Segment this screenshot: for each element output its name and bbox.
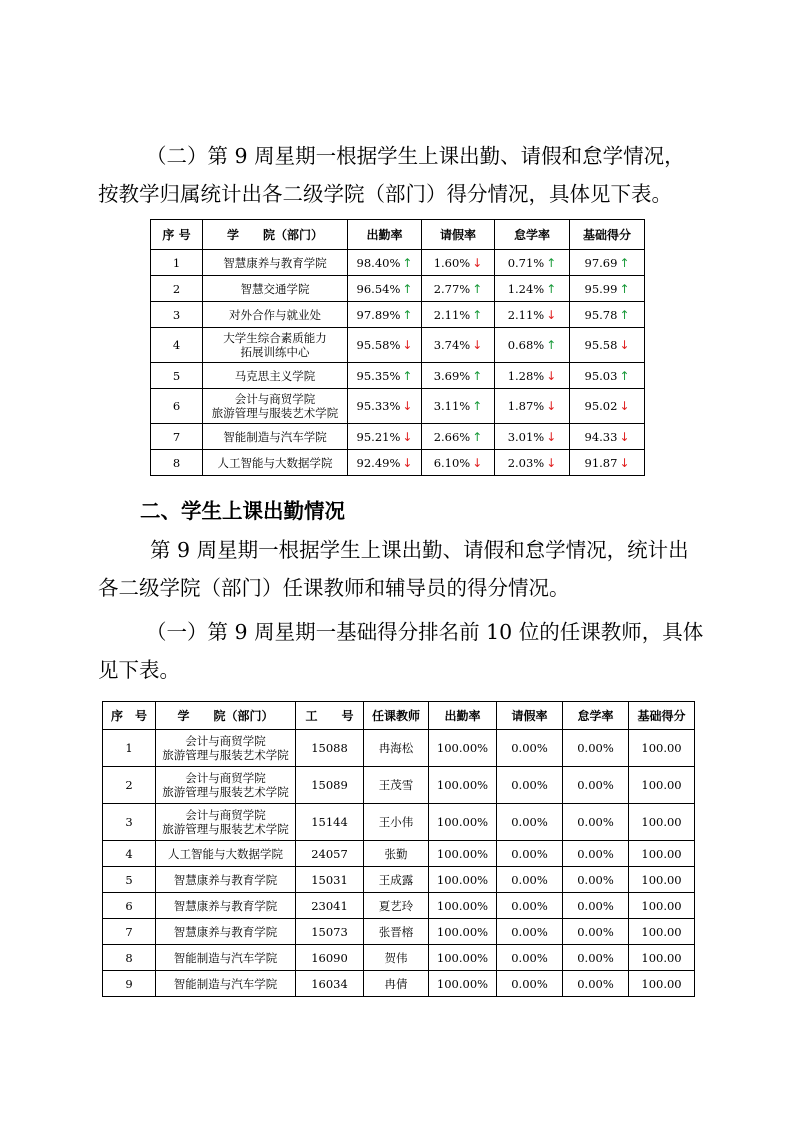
arrow-down-icon: ↓ bbox=[402, 455, 413, 470]
table-cell: 8 bbox=[103, 945, 156, 971]
table-cell: 95.78 ↑ bbox=[570, 302, 645, 328]
table-cell: 100.00 bbox=[629, 841, 695, 867]
arrow-down-icon: ↓ bbox=[472, 455, 483, 470]
table-cell: 1 bbox=[151, 250, 203, 276]
arrow-up-icon: ↑ bbox=[619, 307, 630, 322]
table-cell: 15031 bbox=[296, 867, 364, 893]
table-cell: 23041 bbox=[296, 893, 364, 919]
table-cell: 对外合作与就业处 bbox=[203, 302, 348, 328]
table-cell: 95.99 ↑ bbox=[570, 276, 645, 302]
table-row bbox=[103, 804, 695, 841]
table-cell: 0.00% bbox=[497, 730, 563, 767]
table-cell: 夏艺玲 bbox=[364, 893, 429, 919]
table-cell: 智慧康养与教育学院 bbox=[156, 893, 296, 919]
table-cell: 100.00 bbox=[629, 767, 695, 804]
table-cell: 100.00 bbox=[629, 893, 695, 919]
table-cell: 97.69 ↑ bbox=[570, 250, 645, 276]
table-cell: 4 bbox=[151, 328, 203, 363]
table-cell: 3.01% ↓ bbox=[495, 424, 570, 450]
table-cell: 0.00% bbox=[497, 893, 563, 919]
table-cell: 100.00 bbox=[629, 919, 695, 945]
arrow-down-icon: ↓ bbox=[546, 307, 557, 322]
table-cell: 3.11% ↑ bbox=[422, 389, 495, 424]
arrow-down-icon: ↓ bbox=[619, 455, 630, 470]
table-cell: 0.00% bbox=[563, 945, 629, 971]
table-cell: 94.33 ↓ bbox=[570, 424, 645, 450]
table-cell: 智慧康养与教育学院 bbox=[156, 919, 296, 945]
table-cell: 0.00% bbox=[563, 867, 629, 893]
table-cell: 95.58% ↓ bbox=[348, 328, 422, 363]
header-cell: 任课教师 bbox=[364, 702, 429, 730]
table-row bbox=[103, 841, 695, 867]
table-cell: 0.00% bbox=[497, 971, 563, 997]
table-cell: 15144 bbox=[296, 804, 364, 841]
table-cell: 100.00% bbox=[429, 945, 497, 971]
table-cell: 冉海松 bbox=[364, 730, 429, 767]
table-cell: 0.00% bbox=[563, 971, 629, 997]
table-cell: 0.00% bbox=[497, 841, 563, 867]
table-cell: 1.24% ↑ bbox=[495, 276, 570, 302]
table-cell: 王茂雪 bbox=[364, 767, 429, 804]
table-row bbox=[151, 424, 645, 450]
arrow-up-icon: ↑ bbox=[619, 281, 630, 296]
header-cell: 基础得分 bbox=[629, 702, 695, 730]
table-cell: 0.68% ↑ bbox=[495, 328, 570, 363]
college-score-table bbox=[150, 219, 645, 476]
teacher-score-table bbox=[102, 701, 695, 997]
table-row bbox=[103, 971, 695, 997]
table-cell: 92.49% ↓ bbox=[348, 450, 422, 476]
table-row bbox=[151, 389, 645, 424]
header-cell: 序 号 bbox=[151, 220, 203, 250]
table-cell: 0.00% bbox=[563, 730, 629, 767]
table-row bbox=[103, 730, 695, 767]
table-cell: 100.00% bbox=[429, 919, 497, 945]
arrow-up-icon: ↑ bbox=[619, 255, 630, 270]
table-cell: 0.71% ↑ bbox=[495, 250, 570, 276]
table-cell: 97.89% ↑ bbox=[348, 302, 422, 328]
intro-line-1: （二）第 9 周星期一根据学生上课出勤、请假和怠学情况， bbox=[146, 144, 685, 168]
table-cell: 5 bbox=[151, 363, 203, 389]
table-cell: 2.11% ↓ bbox=[495, 302, 570, 328]
table-cell: 智慧康养与教育学院 bbox=[203, 250, 348, 276]
table-row bbox=[151, 328, 645, 363]
arrow-up-icon: ↑ bbox=[619, 368, 630, 383]
table-cell: 2.66% ↑ bbox=[422, 424, 495, 450]
table-cell: 会计与商贸学院 旅游管理与服装艺术学院 bbox=[156, 730, 296, 767]
arrow-down-icon: ↓ bbox=[402, 429, 413, 444]
table-cell: 0.00% bbox=[563, 919, 629, 945]
table-cell: 0.00% bbox=[563, 767, 629, 804]
table-cell: 3.69% ↑ bbox=[422, 363, 495, 389]
table-cell: 会计与商贸学院 旅游管理与服装艺术学院 bbox=[156, 804, 296, 841]
table-cell: 人工智能与大数据学院 bbox=[156, 841, 296, 867]
table-cell: 2.77% ↑ bbox=[422, 276, 495, 302]
section-heading: 二、学生上课出勤情况 bbox=[140, 499, 345, 523]
table-cell: 2.11% ↑ bbox=[422, 302, 495, 328]
table-cell: 100.00% bbox=[429, 730, 497, 767]
arrow-up-icon: ↑ bbox=[472, 399, 483, 413]
table-row bbox=[151, 450, 645, 476]
table-cell: 0.00% bbox=[497, 804, 563, 841]
table-cell: 95.35% ↑ bbox=[348, 363, 422, 389]
section-para-1-line-1: 第 9 周星期一根据学生上课出勤、请假和怠学情况，统计出 bbox=[150, 538, 689, 562]
table-cell: 张勤 bbox=[364, 841, 429, 867]
table-cell: 0.00% bbox=[563, 841, 629, 867]
intro-line-2: 按教学归属统计出各二级学院（部门）得分情况，具体见下表。 bbox=[98, 182, 672, 206]
table-cell: 3 bbox=[103, 804, 156, 841]
table-cell: 1 bbox=[103, 730, 156, 767]
table-cell: 智慧康养与教育学院 bbox=[156, 867, 296, 893]
arrow-down-icon: ↓ bbox=[546, 399, 557, 413]
table-cell: 100.00 bbox=[629, 971, 695, 997]
table-cell: 100.00% bbox=[429, 867, 497, 893]
table-cell: 人工智能与大数据学院 bbox=[203, 450, 348, 476]
table-row bbox=[103, 867, 695, 893]
table-cell: 冉倩 bbox=[364, 971, 429, 997]
table-cell: 95.58 ↓ bbox=[570, 328, 645, 363]
section-para-2-line-1: （一）第 9 周星期一基础得分排名前 10 位的任课教师，具体 bbox=[146, 620, 704, 644]
arrow-up-icon: ↑ bbox=[546, 281, 557, 296]
header-cell: 怠学率 bbox=[563, 702, 629, 730]
table-row bbox=[103, 767, 695, 804]
table-header-row bbox=[151, 220, 645, 250]
arrow-up-icon: ↑ bbox=[472, 429, 483, 444]
table-cell: 95.33% ↓ bbox=[348, 389, 422, 424]
arrow-up-icon: ↑ bbox=[472, 307, 483, 322]
arrow-up-icon: ↑ bbox=[472, 368, 483, 383]
table-cell: 96.54% ↑ bbox=[348, 276, 422, 302]
table-cell: 100.00% bbox=[429, 804, 497, 841]
arrow-down-icon: ↓ bbox=[619, 429, 630, 444]
arrow-up-icon: ↑ bbox=[402, 255, 413, 270]
table-cell: 91.87 ↓ bbox=[570, 450, 645, 476]
table-cell: 95.21% ↓ bbox=[348, 424, 422, 450]
header-cell: 请假率 bbox=[422, 220, 495, 250]
table-cell: 15073 bbox=[296, 919, 364, 945]
table-cell: 大学生综合素质能力 拓展训练中心 bbox=[203, 328, 348, 363]
table-cell: 贺伟 bbox=[364, 945, 429, 971]
table-cell: 100.00% bbox=[429, 971, 497, 997]
table-cell: 智慧交通学院 bbox=[203, 276, 348, 302]
table-cell: 9 bbox=[103, 971, 156, 997]
arrow-down-icon: ↓ bbox=[402, 338, 413, 352]
table-cell: 100.00% bbox=[429, 841, 497, 867]
table-cell: 2 bbox=[103, 767, 156, 804]
table-row bbox=[151, 363, 645, 389]
table-cell: 0.00% bbox=[497, 919, 563, 945]
arrow-down-icon: ↓ bbox=[619, 399, 630, 413]
table-row bbox=[151, 276, 645, 302]
table-cell: 95.02 ↓ bbox=[570, 389, 645, 424]
section-para-1-line-2: 各二级学院（部门）任课教师和辅导员的得分情况。 bbox=[98, 576, 570, 600]
table-cell: 15089 bbox=[296, 767, 364, 804]
table-cell: 16090 bbox=[296, 945, 364, 971]
table-cell: 智能制造与汽车学院 bbox=[156, 945, 296, 971]
table-cell: 100.00% bbox=[429, 767, 497, 804]
table-cell: 王小伟 bbox=[364, 804, 429, 841]
arrow-up-icon: ↑ bbox=[402, 307, 413, 322]
table-cell: 7 bbox=[103, 919, 156, 945]
table-cell: 100.00% bbox=[429, 893, 497, 919]
arrow-up-icon: ↑ bbox=[472, 281, 483, 296]
arrow-down-icon: ↓ bbox=[546, 368, 557, 383]
table-row bbox=[103, 945, 695, 971]
header-cell: 学 院（部门） bbox=[203, 220, 348, 250]
arrow-down-icon: ↓ bbox=[402, 399, 413, 413]
arrow-down-icon: ↓ bbox=[472, 255, 483, 270]
table-cell: 张晋榕 bbox=[364, 919, 429, 945]
table-cell: 15088 bbox=[296, 730, 364, 767]
table-cell: 16034 bbox=[296, 971, 364, 997]
header-cell: 学 院（部门） bbox=[156, 702, 296, 730]
table-cell: 6 bbox=[151, 389, 203, 424]
table-cell: 王成露 bbox=[364, 867, 429, 893]
header-cell: 怠学率 bbox=[495, 220, 570, 250]
table-cell: 6 bbox=[103, 893, 156, 919]
table-cell: 智能制造与汽车学院 bbox=[203, 424, 348, 450]
table-cell: 0.00% bbox=[497, 767, 563, 804]
table-cell: 1.28% ↓ bbox=[495, 363, 570, 389]
table-cell: 会计与商贸学院 旅游管理与服装艺术学院 bbox=[203, 389, 348, 424]
table-cell: 7 bbox=[151, 424, 203, 450]
header-cell: 序 号 bbox=[103, 702, 156, 730]
table-cell: 2 bbox=[151, 276, 203, 302]
table-cell: 4 bbox=[103, 841, 156, 867]
table-cell: 24057 bbox=[296, 841, 364, 867]
header-cell: 出勤率 bbox=[348, 220, 422, 250]
header-cell: 请假率 bbox=[497, 702, 563, 730]
table-cell: 100.00 bbox=[629, 945, 695, 971]
arrow-up-icon: ↑ bbox=[546, 255, 557, 270]
table-cell: 会计与商贸学院 旅游管理与服装艺术学院 bbox=[156, 767, 296, 804]
header-cell: 工 号 bbox=[296, 702, 364, 730]
header-cell: 基础得分 bbox=[570, 220, 645, 250]
section-para-2-line-2: 见下表。 bbox=[98, 658, 180, 682]
table-cell: 2.03% ↓ bbox=[495, 450, 570, 476]
table-cell: 5 bbox=[103, 867, 156, 893]
table-cell: 0.00% bbox=[497, 945, 563, 971]
table-cell: 3 bbox=[151, 302, 203, 328]
table-cell: 马克思主义学院 bbox=[203, 363, 348, 389]
table-cell: 1.60% ↓ bbox=[422, 250, 495, 276]
arrow-down-icon: ↓ bbox=[619, 338, 630, 352]
arrow-down-icon: ↓ bbox=[546, 429, 557, 444]
arrow-up-icon: ↑ bbox=[402, 281, 413, 296]
table-cell: 98.40% ↑ bbox=[348, 250, 422, 276]
table-row bbox=[103, 919, 695, 945]
table-row bbox=[151, 302, 645, 328]
table-cell: 6.10% ↓ bbox=[422, 450, 495, 476]
table-cell: 0.00% bbox=[563, 804, 629, 841]
table-row bbox=[103, 893, 695, 919]
arrow-down-icon: ↓ bbox=[546, 455, 557, 470]
table-cell: 1.87% ↓ bbox=[495, 389, 570, 424]
table-header-row bbox=[103, 702, 695, 730]
arrow-up-icon: ↑ bbox=[546, 338, 557, 352]
table-cell: 0.00% bbox=[497, 867, 563, 893]
table-cell: 100.00 bbox=[629, 730, 695, 767]
table-cell: 95.03 ↑ bbox=[570, 363, 645, 389]
table-row bbox=[151, 250, 645, 276]
table-cell: 100.00 bbox=[629, 804, 695, 841]
table-cell: 3.74% ↓ bbox=[422, 328, 495, 363]
table-cell: 100.00 bbox=[629, 867, 695, 893]
arrow-up-icon: ↑ bbox=[402, 368, 413, 383]
arrow-down-icon: ↓ bbox=[472, 338, 483, 352]
table-cell: 0.00% bbox=[563, 893, 629, 919]
table-cell: 8 bbox=[151, 450, 203, 476]
header-cell: 出勤率 bbox=[429, 702, 497, 730]
table-cell: 智能制造与汽车学院 bbox=[156, 971, 296, 997]
